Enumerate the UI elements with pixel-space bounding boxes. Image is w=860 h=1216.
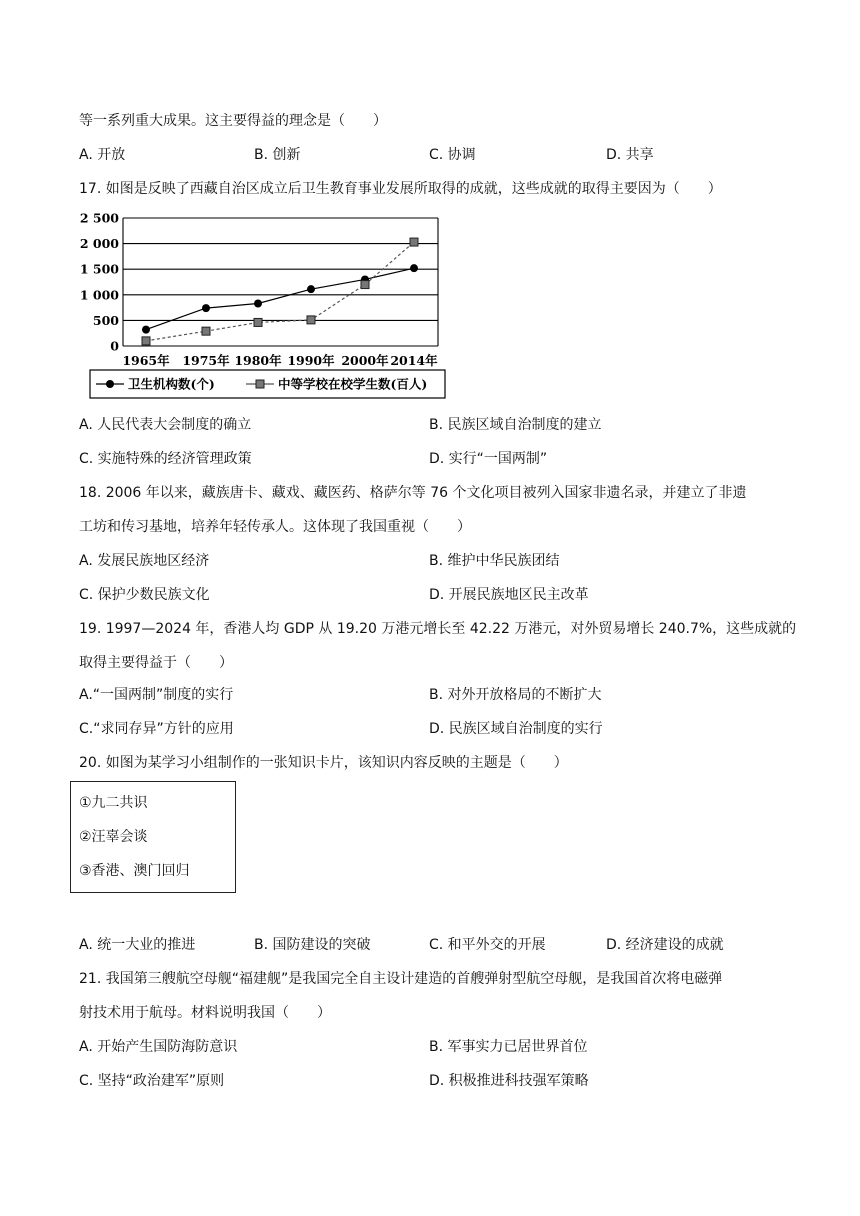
q18-option-d[interactable]: D. 开展民族地区民主改革 <box>429 587 589 603</box>
y-tick-label: 2 000 <box>79 236 119 252</box>
x-tick-label: 2000年 <box>341 353 389 368</box>
q18-option-b[interactable]: B. 维护中华民族团结 <box>429 553 560 569</box>
q16-option-c[interactable]: C. 协调 <box>429 147 476 163</box>
q21-stem-line2: 射技术用于航母。材料说明我国（ ） <box>79 1005 331 1021</box>
q20-option-b[interactable]: B. 国防建设的突破 <box>254 937 371 953</box>
x-tick-label: 1965年 <box>122 353 170 368</box>
q17-stem: 17. 如图是反映了西藏自治区成立后卫生教育事业发展所取得的成就，这些成就的取得主要因为（ ） <box>79 181 722 197</box>
y-tick-label: 1 000 <box>79 287 119 303</box>
q16-option-b[interactable]: B. 创新 <box>254 147 301 163</box>
q19-option-a[interactable]: A.“一国两制”制度的实行 <box>79 687 234 703</box>
q17-option-b[interactable]: B. 民族区域自治制度的建立 <box>429 417 602 433</box>
q21-option-d[interactable]: D. 积极推进科技强军策略 <box>429 1073 589 1089</box>
legend-label: 中等学校在校学生数(百人) <box>278 376 428 392</box>
q20-option-a[interactable]: A. 统一大业的推进 <box>79 937 196 953</box>
series-1-point <box>410 264 418 272</box>
card-item-1: ①九二共识 <box>79 795 148 811</box>
q18-stem-line1: 18. 2006 年以来，藏族唐卡、藏戏、藏医药、格萨尔等 76 个文化项目被列入国家非遗名录，并建立了非遗 <box>79 485 747 501</box>
series-line-2 <box>146 242 414 341</box>
q18-option-a[interactable]: A. 发展民族地区经济 <box>79 553 210 569</box>
series-2-point <box>307 316 315 324</box>
q20-stem: 20. 如图为某学习小组制作的一张知识卡片，该知识内容反映的主题是（ ） <box>79 755 568 771</box>
q18-option-c[interactable]: C. 保护少数民族文化 <box>79 587 210 603</box>
series-1-point <box>202 304 210 312</box>
q16-option-d[interactable]: D. 共享 <box>606 147 654 163</box>
q19-option-c[interactable]: C.“求同存异”方针的应用 <box>79 721 234 737</box>
series-1-point <box>254 300 262 308</box>
q18-stem-line2: 工坊和传习基地，培养年轻传承人。这体现了我国重视（ ） <box>79 519 471 535</box>
y-tick-label: 2 500 <box>79 210 119 226</box>
series-1-point <box>307 285 315 293</box>
y-tick-label: 500 <box>92 312 119 328</box>
q21-stem-line1: 21. 我国第三艘航空母舰“福建舰”是我国完全自主设计建造的首艘弹射型航空母舰，是我国首次将电磁弹 <box>79 971 723 987</box>
x-tick-label: 2014年 <box>390 353 438 368</box>
q20-option-d[interactable]: D. 经济建设的成就 <box>606 937 724 953</box>
card-item-3: ③香港、澳门回归 <box>79 863 190 879</box>
series-2-point <box>202 327 210 335</box>
series-2-point <box>410 238 418 246</box>
q17-option-a[interactable]: A. 人民代表大会制度的确立 <box>79 417 252 433</box>
q17-line-chart <box>78 206 450 402</box>
q16-stem: 等一系列重大成果。这主要得益的理念是（ ） <box>79 113 387 129</box>
card-item-2: ②汪辜会谈 <box>79 829 148 845</box>
knowledge-card <box>70 781 236 893</box>
q21-option-a[interactable]: A. 开始产生国防海防意识 <box>79 1039 238 1055</box>
y-tick-label: 1 500 <box>79 261 119 277</box>
q19-stem-line1: 19. 1997—2024 年，香港人均 GDP 从 19.20 万港元增长至 42.22 万港元，对外贸易增长 240.7%，这些成就的 <box>79 621 797 637</box>
q19-stem-line2: 取得主要得益于（ ） <box>79 655 233 671</box>
series-2-point <box>254 318 262 326</box>
legend-marker <box>256 380 264 388</box>
q19-option-d[interactable]: D. 民族区域自治制度的实行 <box>429 721 603 737</box>
legend-marker <box>106 380 114 388</box>
q21-option-b[interactable]: B. 军事实力已居世界首位 <box>429 1039 588 1055</box>
y-tick-label: 0 <box>110 338 119 354</box>
q21-option-c[interactable]: C. 坚持“政治建军”原则 <box>79 1073 225 1089</box>
series-2-point <box>361 281 369 289</box>
q17-option-c[interactable]: C. 实施特殊的经济管理政策 <box>79 451 252 467</box>
q16-option-a[interactable]: A. 开放 <box>79 147 126 163</box>
q20-option-c[interactable]: C. 和平外交的开展 <box>429 937 546 953</box>
series-2-point <box>142 337 150 345</box>
q17-option-d[interactable]: D. 实行“一国两制” <box>429 451 548 467</box>
series-1-point <box>142 326 150 334</box>
legend-label: 卫生机构数(个) <box>128 376 215 392</box>
x-tick-label: 1975年 <box>182 353 230 368</box>
q19-option-b[interactable]: B. 对外开放格局的不断扩大 <box>429 687 602 703</box>
x-tick-label: 1980年 <box>234 353 282 368</box>
x-tick-label: 1990年 <box>287 353 335 368</box>
